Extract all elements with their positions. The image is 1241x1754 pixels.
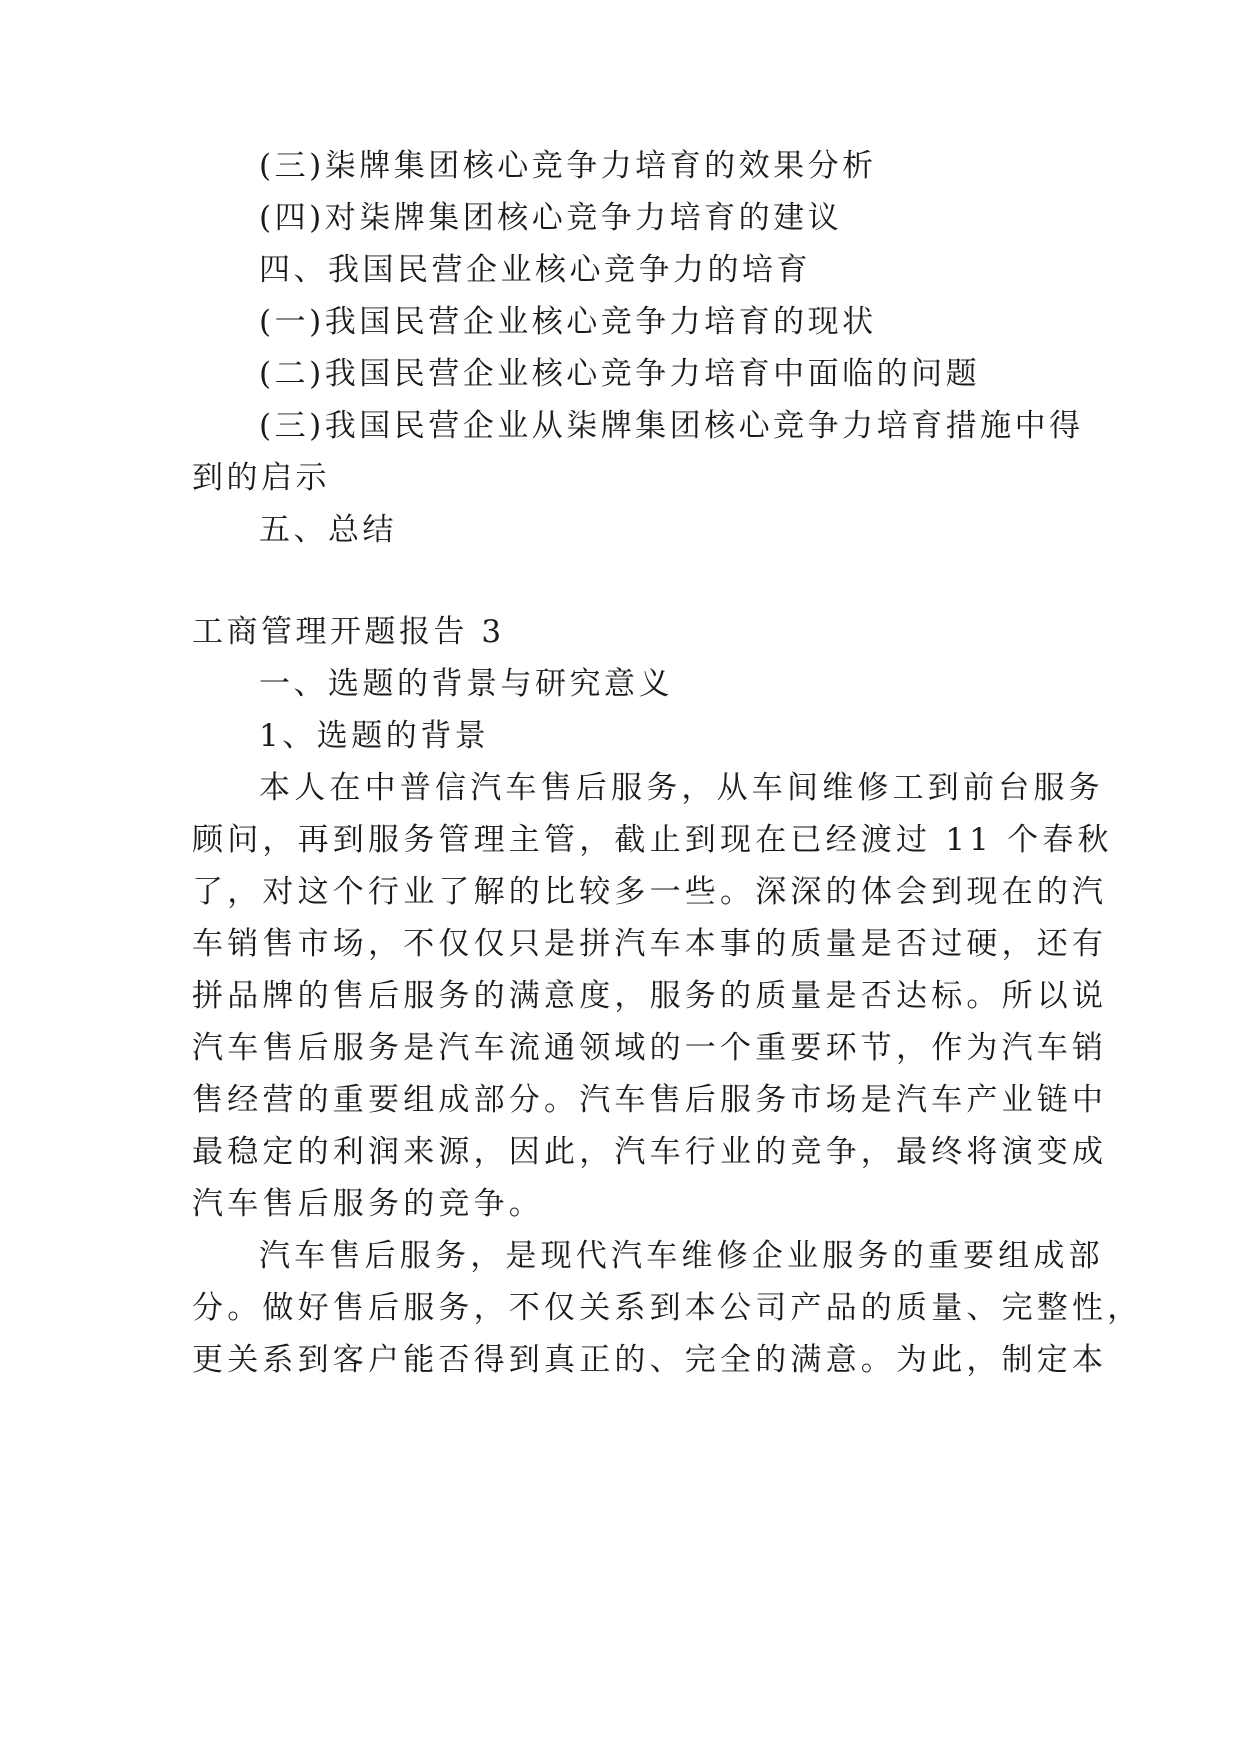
paragraph-line: 最稳定的利润来源，因此，汽车行业的竞争，最终将演变成 [192,1134,1108,1170]
outline-item: (二)我国民营企业核心竞争力培育中面临的问题 [259,356,981,392]
paragraph-line: 售经营的重要组成部分。汽车售后服务市场是汽车产业链中 [192,1082,1108,1118]
paragraph-line: 拼品牌的售后服务的满意度，服务的质量是否达标。所以说 [192,978,1108,1014]
paragraph-line: 汽车售后服务是汽车流通领域的一个重要环节，作为汽车销 [192,1030,1108,1066]
paragraph-line: 本人在中普信汽车售后服务，从车间维修工到前台服务 [259,770,1104,806]
outline-item: 四、我国民营企业核心竞争力的培育 [259,252,811,288]
subsection-heading: 1、选题的背景 [259,718,490,754]
outline-item: (三)柒牌集团核心竞争力培育的效果分析 [259,148,877,184]
outline-item: (四)对柒牌集团核心竞争力培育的建议 [259,200,843,236]
section-heading: 一、选题的背景与研究意义 [259,666,673,702]
paragraph-line: 分。做好售后服务，不仅关系到本公司产品的质量、完整性， [192,1290,1143,1326]
paragraph-line: 了，对这个行业了解的比较多一些。深深的体会到现在的汽 [192,874,1108,910]
paragraph-line: 汽车售后服务的竞争。 [192,1186,544,1222]
outline-item-continuation: 到的启示 [192,460,330,496]
paragraph-line: 更关系到客户能否得到真正的、完全的满意。为此，制定本 [192,1342,1108,1378]
paragraph-line: 顾问，再到服务管理主管，截止到现在已经渡过 11 个春秋 [192,822,1113,858]
outline-item: (三)我国民营企业从柒牌集团核心竞争力培育措施中得 [259,408,1084,444]
outline-item: (一)我国民营企业核心竞争力培育的现状 [259,304,877,340]
paragraph-line: 汽车售后服务，是现代汽车维修企业服务的重要组成部 [259,1238,1104,1274]
outline-item: 五、总结 [259,512,397,548]
paragraph-line: 车销售市场，不仅仅只是拼汽车本事的质量是否过硬，还有 [192,926,1108,962]
report-title: 工商管理开题报告 3 [192,614,505,650]
